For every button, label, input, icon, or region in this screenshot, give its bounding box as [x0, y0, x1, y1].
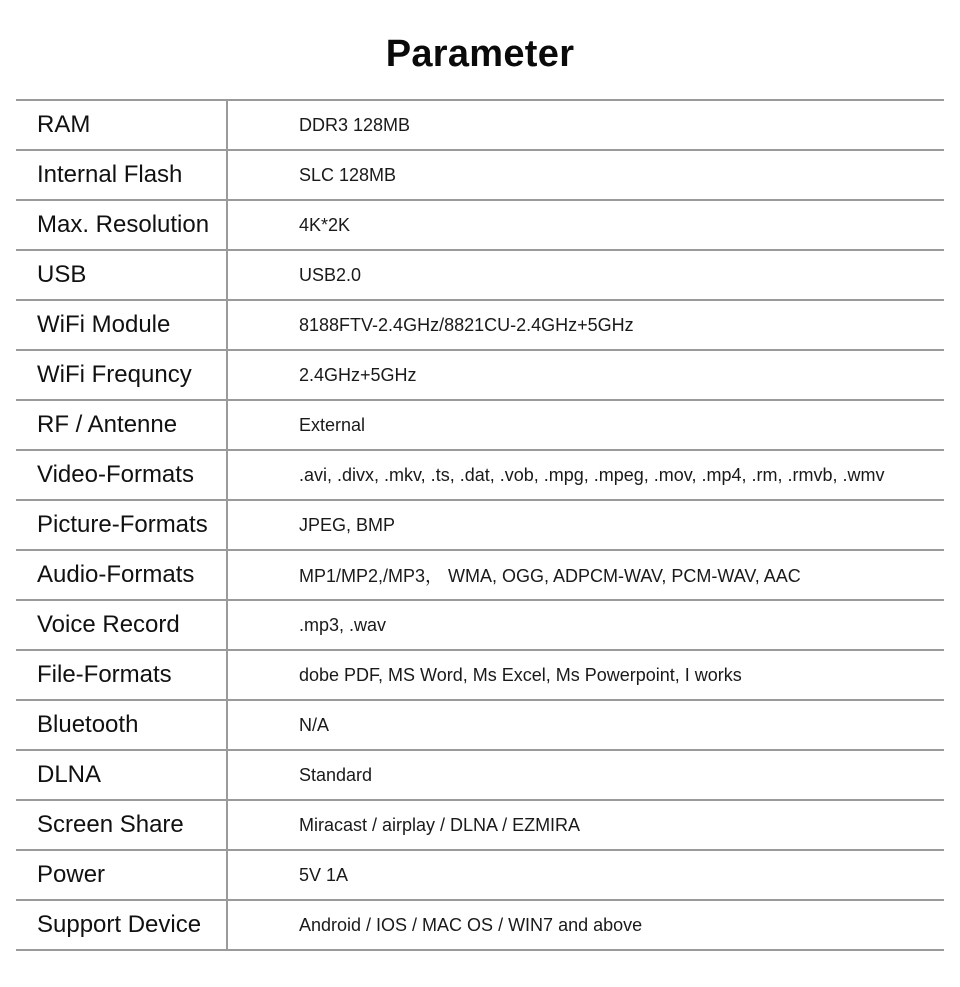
spec-value: 5V 1A: [299, 864, 349, 885]
spec-label: DLNA: [37, 761, 102, 788]
spec-value: 4K*2K: [299, 214, 351, 235]
spec-label: Picture-Formats: [37, 511, 208, 538]
spec-row-screen-share: [16, 801, 944, 851]
spec-label: WiFi Module: [37, 311, 171, 338]
spec-label: Voice Record: [37, 611, 180, 638]
spec-value: 8188FTV-2.4GHz/8821CU-2.4GHz+5GHz: [299, 314, 634, 335]
column-divider: [226, 501, 228, 549]
spec-row-voice-record: [16, 601, 944, 651]
spec-row-wifi-frequency: [16, 351, 944, 401]
spec-label: Bluetooth: [37, 711, 139, 738]
column-divider: [226, 651, 228, 699]
spec-value: External: [299, 414, 366, 435]
column-divider: [226, 601, 228, 649]
spec-value: .mp3, .wav: [299, 614, 387, 635]
spec-row-video-formats: [16, 451, 944, 501]
spec-label: Audio-Formats: [37, 561, 195, 588]
page-title: Parameter: [385, 33, 575, 75]
spec-value: 2.4GHz+5GHz: [299, 364, 417, 385]
column-divider: [226, 101, 228, 149]
column-divider: [226, 351, 228, 399]
spec-row-wifi-module: [16, 301, 944, 351]
column-divider: [226, 551, 228, 599]
column-divider: [226, 801, 228, 849]
column-divider: [226, 301, 228, 349]
spec-label: File-Formats: [37, 661, 172, 688]
spec-row-file-formats: [16, 651, 944, 701]
spec-label: Support Device: [37, 911, 202, 938]
column-divider: [226, 851, 228, 899]
spec-value: Android / IOS / MAC OS / WIN7 and above: [299, 914, 643, 935]
spec-label: RAM: [37, 111, 91, 138]
spec-label: Max. Resolution: [37, 211, 210, 238]
column-divider: [226, 401, 228, 449]
spec-value: dobe PDF, MS Word, Ms Excel, Ms Powerpoint, I works: [299, 664, 742, 685]
spec-row-power: [16, 851, 944, 901]
spec-table: [16, 99, 944, 951]
spec-label: Video-Formats: [37, 461, 194, 488]
spec-row-audio-formats: [16, 551, 944, 601]
spec-row-usb: [16, 251, 944, 301]
column-divider: [226, 151, 228, 199]
spec-value: DDR3 128MB: [299, 114, 411, 135]
spec-row-dlna: [16, 751, 944, 801]
spec-label: WiFi Frequncy: [37, 361, 192, 388]
column-divider: [226, 751, 228, 799]
spec-value: Miracast / airplay / DLNA / EZMIRA: [299, 814, 581, 835]
column-divider: [226, 201, 228, 249]
spec-row-support-device: [16, 901, 944, 951]
spec-label: Internal Flash: [37, 161, 183, 188]
spec-row-max-resolution: [16, 201, 944, 251]
column-divider: [226, 251, 228, 299]
spec-value: Standard: [299, 764, 373, 785]
spec-value: JPEG, BMP: [299, 514, 396, 535]
column-divider: [226, 451, 228, 499]
spec-value: N/A: [299, 714, 330, 735]
spec-label: Screen Share: [37, 811, 184, 838]
spec-label: USB: [37, 261, 87, 288]
column-divider: [226, 701, 228, 749]
spec-value: .avi, .divx, .mkv, .ts, .dat, .vob, .mpg, .mpeg, .mov, .mp4, .rm, .rmvb, .wmv: [299, 464, 885, 485]
spec-value: SLC 128MB: [299, 164, 397, 185]
spec-row-internal-flash: [16, 151, 944, 201]
spec-row-rf-antenne: [16, 401, 944, 451]
spec-row-picture-formats: [16, 501, 944, 551]
spec-row-ram: [16, 101, 944, 151]
spec-label: RF / Antenne: [37, 411, 178, 438]
spec-value: MP1/MP2,/MP3， WMA, OGG, ADPCM-WAV, PCM-WAV, AAC: [299, 566, 801, 586]
spec-value: USB2.0: [299, 264, 362, 285]
spec-row-bluetooth: [16, 701, 944, 751]
column-divider: [226, 901, 228, 949]
spec-label: Power: [37, 861, 106, 888]
